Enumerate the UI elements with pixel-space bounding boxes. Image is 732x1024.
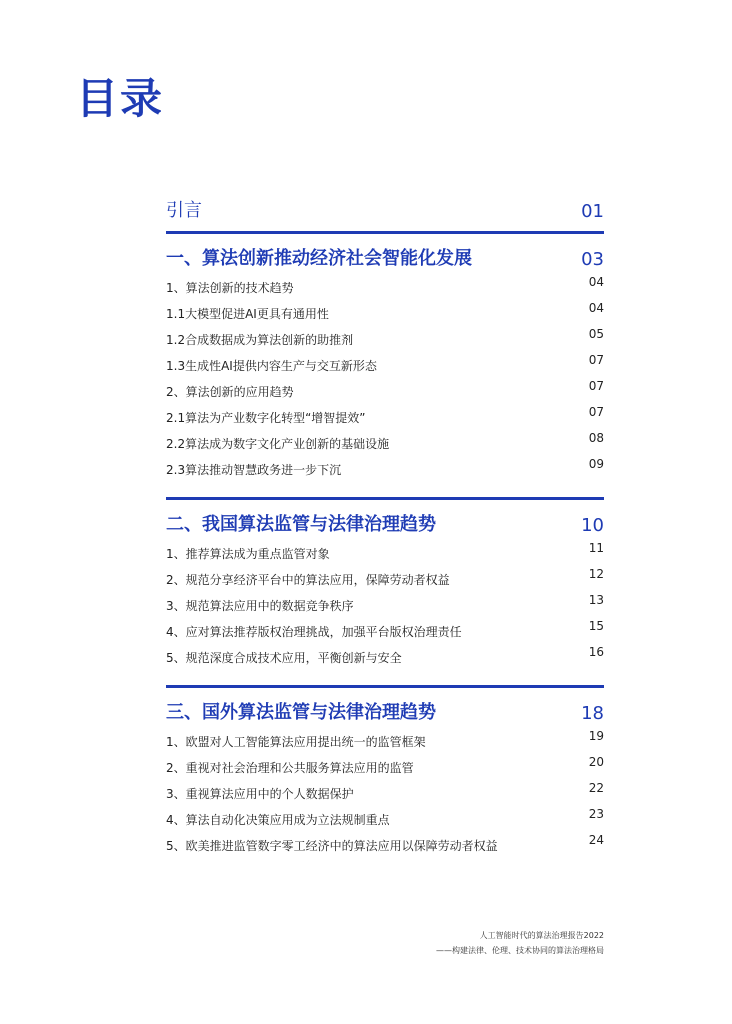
page-title: 目录 (76, 74, 165, 123)
toc-item[interactable] (166, 457, 604, 488)
toc-item[interactable] (166, 833, 604, 864)
toc-item-page: 04 (588, 301, 604, 315)
toc-item[interactable] (166, 645, 604, 676)
toc-item[interactable] (166, 541, 604, 572)
toc-item-label: 2、算法创新的应用趋势 (166, 385, 294, 399)
toc-item[interactable] (166, 567, 604, 598)
toc-item-label: 3、规范算法应用中的数据竞争秩序 (166, 599, 354, 613)
toc-item-label: 2.3算法推动智慧政务进一步下沉 (166, 463, 342, 477)
toc-item-label: 2.1算法为产业数字化转型“增智提效” (166, 411, 366, 425)
section-page: 03 (581, 249, 604, 270)
toc-intro-page: 01 (581, 201, 604, 222)
toc-item-label: 4、应对算法推荐版权治理挑战，加强平台版权治理责任 (166, 625, 462, 639)
toc-item-page: 07 (588, 405, 604, 419)
toc-item-page: 15 (588, 619, 604, 633)
toc-item-label: 1.3生成性AI提供内容生产与交互新形态 (166, 359, 377, 373)
toc-item-page: 08 (588, 431, 604, 445)
toc-item-page: 09 (588, 457, 604, 471)
toc-intro-entry[interactable] (166, 196, 604, 222)
toc-item-page: 23 (588, 807, 604, 821)
toc-item-label: 3、重视算法应用中的个人数据保护 (166, 787, 354, 801)
toc-section-2[interactable] (166, 510, 604, 536)
section-title: 二、我国算法监管与法律治理趋势 (166, 514, 436, 535)
section-divider (166, 685, 604, 688)
footer-title: 人工智能时代的算法治理报告2022 (479, 931, 604, 940)
toc-item[interactable] (166, 593, 604, 624)
toc-item-label: 1、算法创新的技术趋势 (166, 281, 294, 295)
table-of-contents (166, 196, 604, 864)
toc-item-page: 12 (588, 567, 604, 581)
toc-item[interactable] (166, 431, 604, 462)
report-footer (436, 928, 604, 958)
toc-item[interactable] (166, 729, 604, 760)
toc-item[interactable] (166, 353, 604, 384)
toc-section-1[interactable] (166, 244, 604, 270)
section-page: 10 (581, 515, 604, 536)
toc-item[interactable] (166, 619, 604, 650)
toc-item-label: 2、重视对社会治理和公共服务算法应用的监管 (166, 761, 414, 775)
toc-item[interactable] (166, 327, 604, 358)
toc-item-page: 07 (588, 353, 604, 367)
toc-item[interactable] (166, 301, 604, 332)
footer-subtitle: ——构建法律、伦理、技术协同的算法治理格局 (436, 946, 604, 955)
toc-intro-label: 引言 (166, 200, 202, 221)
section-page: 18 (581, 703, 604, 724)
toc-item-label: 1.2合成数据成为算法创新的助推剂 (166, 333, 354, 347)
toc-item[interactable] (166, 379, 604, 410)
toc-item-page: 22 (588, 781, 604, 795)
toc-item-label: 2、规范分享经济平台中的算法应用，保障劳动者权益 (166, 573, 450, 587)
toc-item-page: 16 (588, 645, 604, 659)
toc-item-page: 05 (588, 327, 604, 341)
section-divider (166, 497, 604, 500)
toc-item-label: 1.1大模型促进AI更具有通用性 (166, 307, 329, 321)
toc-item-label: 5、欧美推进监管数字零工经济中的算法应用以保障劳动者权益 (166, 839, 498, 853)
toc-item[interactable] (166, 755, 604, 786)
toc-item-label: 1、欧盟对人工智能算法应用提出统一的监管框架 (166, 735, 426, 749)
toc-item[interactable] (166, 275, 604, 306)
section-title: 三、国外算法监管与法律治理趋势 (166, 702, 436, 723)
section-title: 一、算法创新推动经济社会智能化发展 (166, 248, 472, 269)
toc-item-page: 07 (588, 379, 604, 393)
toc-item-page: 04 (588, 275, 604, 289)
toc-section-3[interactable] (166, 698, 604, 724)
toc-item-page: 20 (588, 755, 604, 769)
toc-item[interactable] (166, 781, 604, 812)
toc-item[interactable] (166, 405, 604, 436)
toc-item-page: 24 (588, 833, 604, 847)
toc-item-page: 11 (588, 541, 604, 555)
toc-item-label: 5、规范深度合成技术应用，平衡创新与安全 (166, 651, 402, 665)
toc-item-page: 13 (588, 593, 604, 607)
toc-item-label: 1、推荐算法成为重点监管对象 (166, 547, 330, 561)
toc-item-label: 4、算法自动化决策应用成为立法规制重点 (166, 813, 390, 827)
section-divider (166, 231, 604, 234)
toc-item-page: 19 (588, 729, 604, 743)
toc-item[interactable] (166, 807, 604, 838)
toc-item-label: 2.2算法成为数字文化产业创新的基础设施 (166, 437, 390, 451)
